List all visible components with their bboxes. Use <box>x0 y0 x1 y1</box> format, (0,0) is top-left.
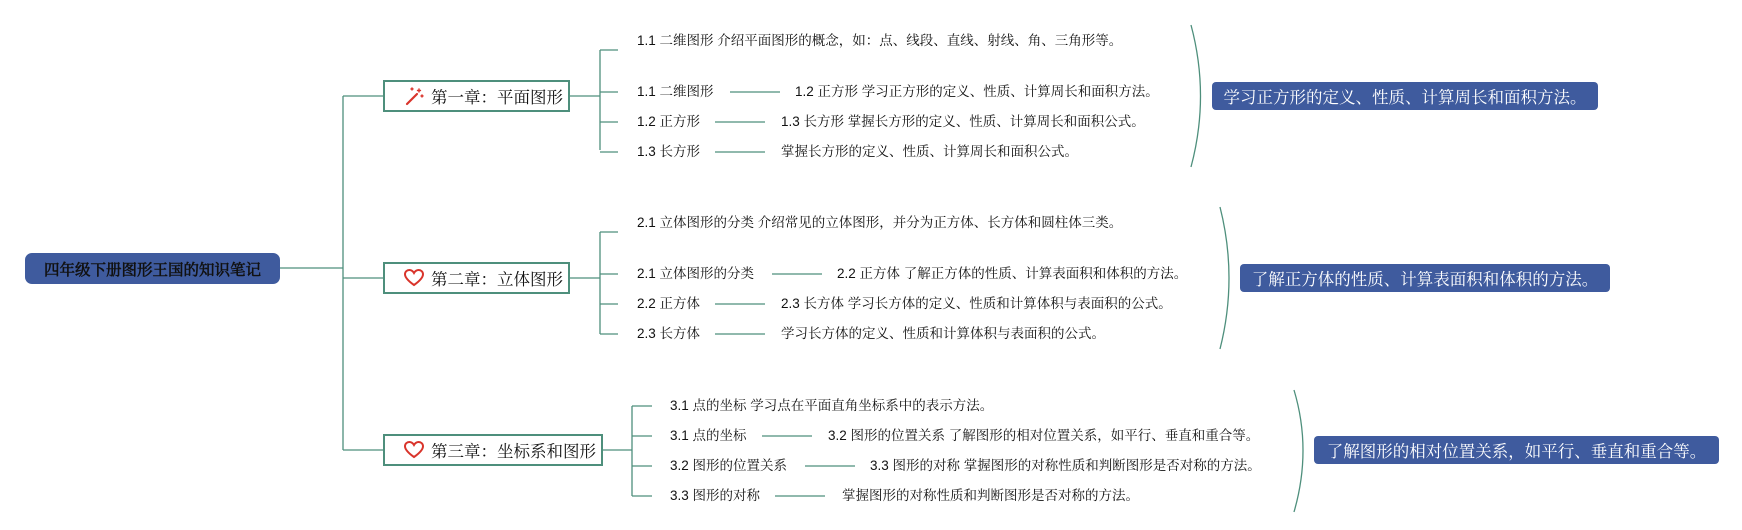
summary-text: 了解正方体的性质、计算表面积和体积的方法。 <box>1251 271 1599 289</box>
summary-text: 学习正方形的定义、性质、计算周长和面积方法。 <box>1223 89 1587 107</box>
chapter-1-row-1-detail: 1.2 正方形 学习正方形的定义、性质、计算周长和面积方法。 <box>795 84 1159 99</box>
chapter-2-row-2-detail: 2.3 长方体 学习长方体的定义、性质和计算体积与表面积的公式。 <box>781 296 1172 311</box>
chapter-2-summary[interactable] <box>1240 264 1610 292</box>
chapter-1-intro: 1.1 二维图形 介绍平面图形的概念，如：点、线段、直线、射线、角、三角形等。 <box>637 33 1123 48</box>
chapter-2-row-1-detail: 2.2 正方体 了解正方体的性质、计算表面积和体积的方法。 <box>837 266 1188 281</box>
heart-icon <box>403 439 425 461</box>
magic-wand-icon <box>403 85 425 107</box>
chapter-title: 第二章：立体图形 <box>431 271 563 289</box>
root-node[interactable] <box>25 253 280 284</box>
chapter-3-row-1-label: 3.1 点的坐标 <box>670 428 747 443</box>
chapter-1-summary[interactable] <box>1212 82 1598 110</box>
chapter-3-row-2-label: 3.2 图形的位置关系 <box>670 458 788 473</box>
chapter-title: 第三章：坐标系和图形 <box>431 443 596 461</box>
chapter-3-row-2-detail: 3.3 图形的对称 掌握图形的对称性质和判断图形是否对称的方法。 <box>870 458 1261 473</box>
chapter-node-2[interactable] <box>383 262 570 294</box>
chapter-2-row-3-label: 2.3 长方体 <box>637 326 701 341</box>
chapter-3-row-3-detail: 掌握图形的对称性质和判断图形是否对称的方法。 <box>842 488 1139 503</box>
root-title: 四年级下册图形王国的知识笔记 <box>43 261 261 279</box>
chapter-title: 第一章：平面图形 <box>431 89 563 107</box>
chapter-1-row-3-label: 1.3 长方形 <box>637 144 701 159</box>
chapter-1-row-2-label: 1.2 正方形 <box>637 114 701 129</box>
chapter-3-intro: 3.1 点的坐标 学习点在平面直角坐标系中的表示方法。 <box>670 398 994 413</box>
chapter-3-row-3-label: 3.3 图形的对称 <box>670 488 761 503</box>
chapter-1-row-2-detail: 1.3 长方形 掌握长方形的定义、性质、计算周长和面积公式。 <box>781 114 1145 129</box>
chapter-1-row-1-label: 1.1 二维图形 <box>637 84 714 99</box>
chapter-2-row-1-label: 2.1 立体图形的分类 <box>637 266 755 281</box>
chapter-3-summary[interactable] <box>1314 436 1719 464</box>
chapter-2-row-2-label: 2.2 正方体 <box>637 296 701 311</box>
chapter-node-3[interactable] <box>383 434 603 466</box>
heart-icon <box>403 267 425 289</box>
chapter-3-row-1-detail: 3.2 图形的位置关系 了解图形的相对位置关系，如平行、垂直和重合等。 <box>828 428 1260 443</box>
summary-text: 了解图形的相对位置关系，如平行、垂直和重合等。 <box>1326 443 1707 461</box>
chapter-2-intro: 2.1 立体图形的分类 介绍常见的立体图形，并分为正方体、长方体和圆柱体三类。 <box>637 215 1123 230</box>
chapter-1-row-3-detail: 掌握长方形的定义、性质、计算周长和面积公式。 <box>781 144 1078 159</box>
chapter-2-row-3-detail: 学习长方体的定义、性质和计算体积与表面积的公式。 <box>781 326 1105 341</box>
chapter-node-1[interactable] <box>383 80 570 112</box>
